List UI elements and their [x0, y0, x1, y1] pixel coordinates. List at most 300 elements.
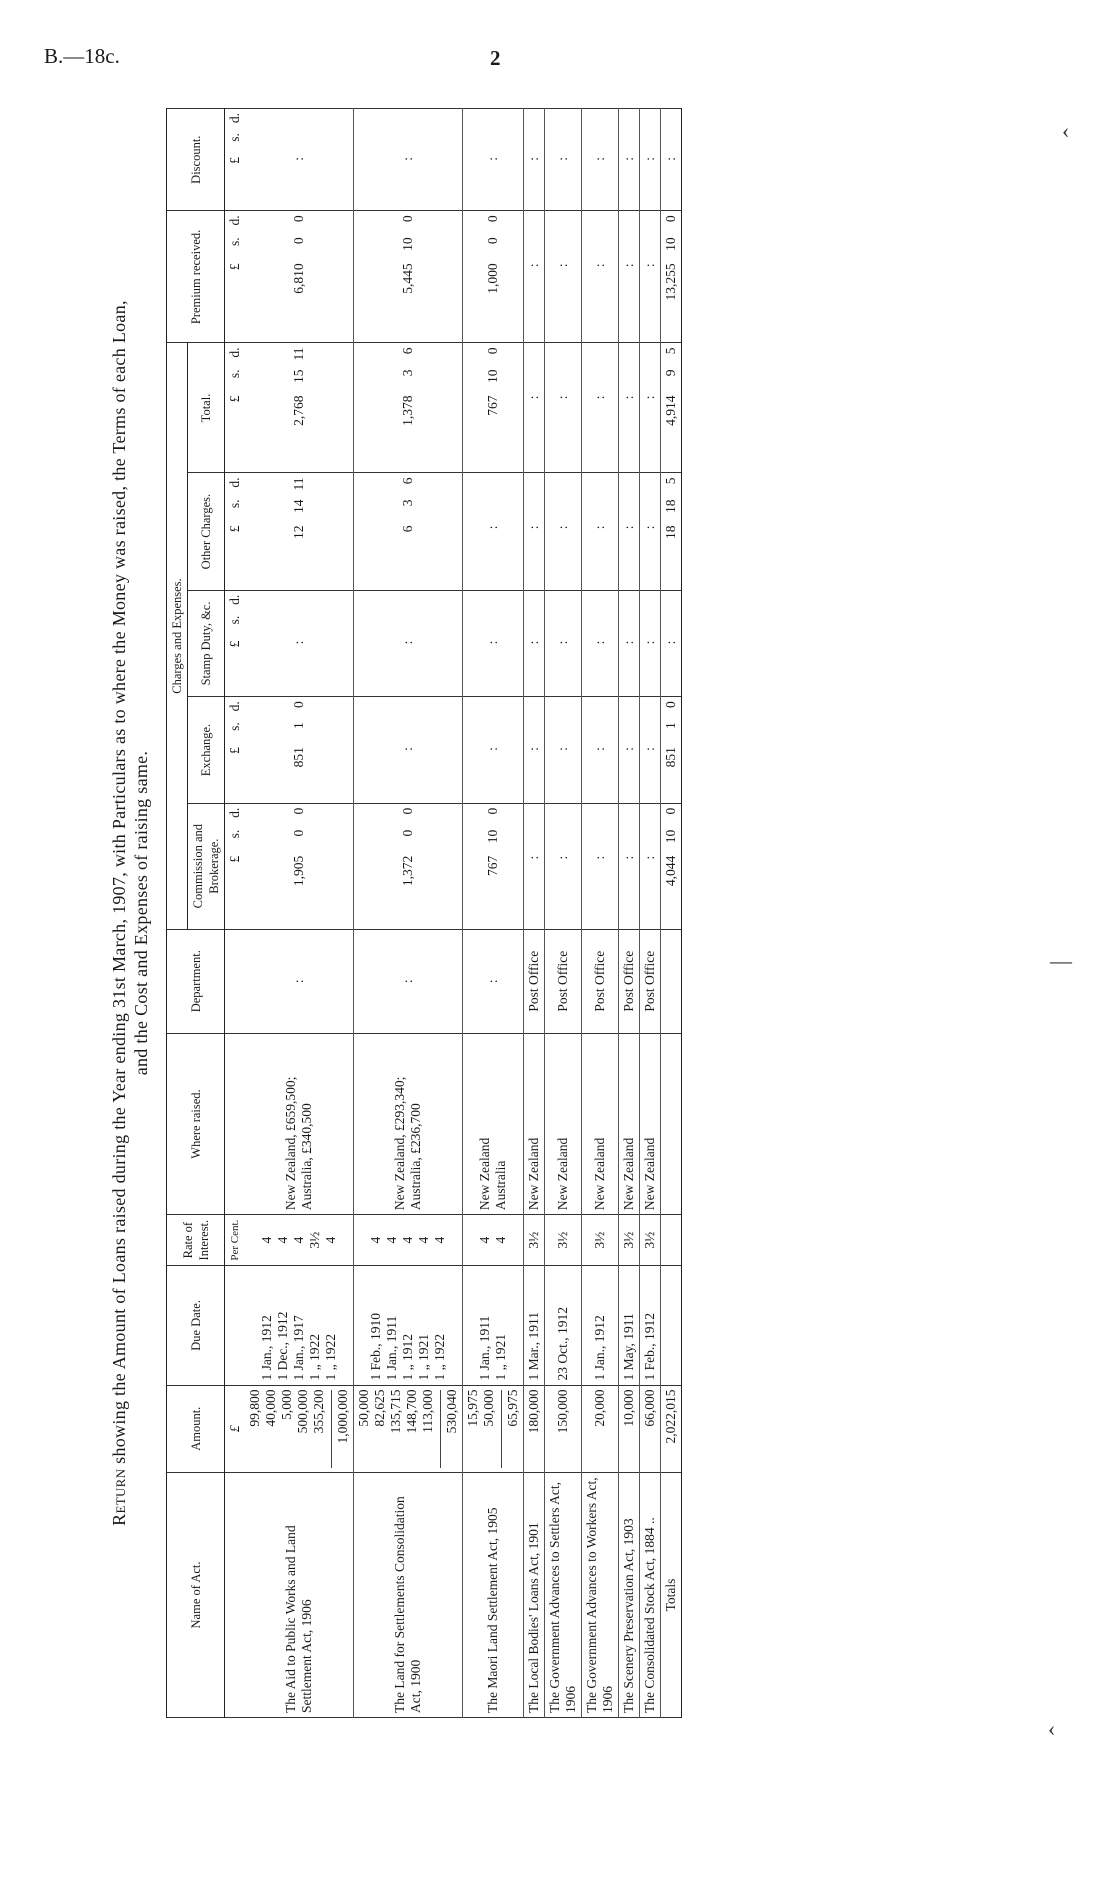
act-name: The Consolidated Stock Act, 1884 ..	[640, 1472, 661, 1717]
totals-commission-d: 0	[663, 807, 678, 815]
exchange-cell-s	[555, 722, 571, 747]
premium-cell-l: 1,000	[485, 263, 500, 294]
commission-cell-lsd	[621, 808, 637, 925]
unit-row	[225, 109, 246, 1718]
total-cell-s: 10	[485, 369, 500, 383]
due-date-cell-line: 1 May, 1911	[621, 1313, 636, 1381]
commission-cell-s	[526, 830, 542, 856]
other-cell-l: 12	[291, 525, 306, 539]
totals-other-s: 18	[663, 499, 678, 513]
col-amount: Amount.	[167, 1385, 225, 1472]
total-cell-d: 0	[485, 347, 500, 355]
amount-cell-line: 355,200	[311, 1389, 326, 1434]
exchange-cell-lsd	[485, 701, 501, 799]
table-row	[619, 109, 640, 1718]
rate-cell-line: 4	[259, 1236, 274, 1244]
other-cell-lsd	[485, 477, 501, 585]
premium-cell	[582, 211, 619, 343]
discount-cell-l: :	[592, 156, 607, 161]
amount-cell-line: 66,000	[642, 1389, 657, 1427]
page-number: 2	[490, 46, 501, 70]
total-cell-s: 3	[400, 369, 415, 377]
amount-cell	[640, 1385, 661, 1472]
stamp-cell-s	[291, 616, 307, 641]
col-name: Name of Act.	[167, 1472, 225, 1717]
stamp-cell-d	[592, 595, 608, 616]
premium-cell-d: 0	[400, 215, 415, 223]
total-cell-l: :	[621, 395, 636, 400]
due-date-cell-line: 1 Jan., 1917	[291, 1315, 306, 1381]
rate-cell-line: 4	[291, 1236, 306, 1244]
discount-cell-lsd	[291, 113, 307, 206]
totals-discount-lsd	[663, 113, 679, 206]
totals-row	[661, 109, 682, 1718]
discount-cell-s	[555, 133, 571, 157]
exchange-cell-lsd	[291, 701, 307, 799]
amount-subtotal: 530,040	[440, 1390, 460, 1468]
totals-blank	[661, 1033, 682, 1214]
lsd-unit-header-d: d.	[227, 807, 242, 818]
discount-cell-lsd	[642, 113, 658, 206]
stamp-cell-lsd	[642, 595, 658, 693]
rate-cell-line: 4	[493, 1236, 508, 1244]
due-date-cell-line: 1 Jan., 1912	[259, 1315, 274, 1381]
other-cell	[582, 473, 619, 590]
due-date-cell	[524, 1266, 545, 1385]
department-cell: Post Office	[524, 929, 545, 1033]
totals-premium-lsd	[663, 215, 679, 338]
discount-cell-d	[621, 113, 637, 133]
discount-cell	[354, 109, 463, 211]
rate-cell-line: 4	[323, 1236, 338, 1244]
amount-cell-line: 180,000	[526, 1389, 541, 1434]
total-cell-l: :	[642, 395, 657, 400]
totals-commission-lsd	[663, 808, 679, 925]
discount-cell-l: :	[400, 156, 415, 161]
stamp-cell-d	[291, 595, 307, 616]
amount-cell	[582, 1385, 619, 1472]
totals-amount: 2,022,015	[661, 1385, 682, 1472]
due-date-cell-line: 1 Dec., 1912	[275, 1311, 290, 1381]
totals-exchange-d: 0	[663, 701, 678, 708]
lsd-unit-header-l: £	[227, 395, 242, 403]
premium-cell-lsd	[291, 215, 307, 338]
premium-cell-s	[592, 237, 608, 263]
stamp-cell	[545, 590, 582, 697]
stamp-cell	[640, 590, 661, 697]
where-raised-cell: New Zealand	[619, 1033, 640, 1214]
other-cell-s	[642, 499, 658, 525]
rate-cell-line: 3½	[555, 1231, 570, 1249]
discount-cell	[463, 109, 524, 211]
rate-cell-line: 3½	[642, 1231, 657, 1249]
total-cell	[619, 343, 640, 473]
other-cell-lsd	[555, 477, 571, 585]
stamp-cell-d	[485, 595, 501, 616]
where-raised-cell: New Zealand Australia	[463, 1033, 524, 1214]
total-cell-s	[592, 370, 608, 396]
commission-cell-lsd	[400, 808, 416, 925]
totals-total-s: 9	[663, 369, 678, 377]
totals-other-d: 5	[663, 477, 678, 485]
discount-cell	[619, 109, 640, 211]
totals-label: Totals	[661, 1472, 682, 1717]
exchange-cell-d	[621, 701, 637, 722]
commission-cell-s	[555, 830, 571, 856]
due-date-cell-line: 1 Feb., 1910	[368, 1313, 383, 1381]
stamp-cell-l: :	[621, 640, 636, 645]
where-raised-cell: New Zealand	[545, 1033, 582, 1214]
amount-cell	[524, 1385, 545, 1472]
other-cell-s	[555, 499, 571, 525]
premium-cell-d: 0	[485, 215, 500, 223]
amount-unit: £	[225, 1385, 246, 1472]
totals-discount-l: :	[663, 156, 678, 161]
where-raised-cell: New Zealand	[524, 1033, 545, 1214]
premium-cell-lsd	[621, 215, 637, 338]
commission-cell-d: 0	[291, 807, 306, 815]
rate-unit: Per Cent.	[225, 1215, 246, 1266]
other-cell-lsd	[642, 477, 658, 585]
amount-cell-line: 82,625	[372, 1389, 387, 1427]
rate-cell-line: 3½	[307, 1231, 322, 1249]
commission-cell-s	[642, 830, 658, 856]
due-date-cell-line: 1 „ 1921	[416, 1334, 431, 1381]
other-cell-l: :	[555, 525, 570, 530]
other-cell-l: :	[621, 525, 636, 530]
table-row	[582, 109, 619, 1718]
exchange-cell	[582, 697, 619, 804]
col-charges: Charges and Expenses.	[167, 343, 188, 929]
total-cell	[524, 343, 545, 473]
due-date-cell	[619, 1266, 640, 1385]
other-cell-l: :	[592, 525, 607, 530]
totals-total-lsd	[663, 348, 679, 469]
amount-cell-line: 50,000	[356, 1389, 371, 1427]
premium-cell-l: :	[555, 263, 570, 268]
premium-cell-d	[526, 215, 542, 237]
other-cell-lsd	[400, 477, 416, 585]
commission-cell-l: :	[555, 855, 570, 860]
other-cell-lsd	[526, 477, 542, 585]
other-cell	[640, 473, 661, 590]
commission-cell	[619, 803, 640, 929]
totals-other	[661, 473, 682, 590]
stamp-cell	[619, 590, 640, 697]
stamp-cell-s	[621, 616, 637, 641]
exchange-cell-s	[621, 722, 637, 747]
other-cell-d: 6	[400, 477, 415, 485]
other-cell-s: 14	[291, 499, 306, 513]
stamp-cell-d	[526, 595, 542, 616]
where-raised-cell: New Zealand, £293,340; Australia, £236,700	[354, 1033, 463, 1214]
other-cell-l: 6	[400, 525, 415, 533]
exchange-cell-l: :	[485, 747, 500, 751]
due-date-cell-line: 1 Mar., 1911	[526, 1312, 541, 1381]
stamp-cell-s	[642, 616, 658, 641]
totals-blank	[661, 929, 682, 1033]
rate-cell	[619, 1215, 640, 1266]
unit-blank	[225, 929, 246, 1033]
amount-cell	[545, 1385, 582, 1472]
exchange-cell-l: :	[642, 747, 657, 751]
title-prefix: Return	[109, 1468, 129, 1526]
total-cell-lsd	[555, 348, 571, 469]
premium-cell-s: 0	[485, 237, 500, 245]
discount-cell-s	[291, 133, 307, 157]
other-cell-lsd	[621, 477, 637, 585]
col-total: Total.	[188, 343, 225, 473]
amount-cell	[619, 1385, 640, 1472]
stamp-cell-lsd	[485, 595, 501, 693]
other-cell-s	[526, 499, 542, 525]
commission-cell	[640, 803, 661, 929]
stamp-cell	[524, 590, 545, 697]
discount-cell-l: :	[291, 156, 306, 161]
stamp-cell-d	[400, 595, 416, 616]
lsd-unit-header	[225, 803, 246, 929]
total-cell	[354, 343, 463, 473]
premium-cell	[463, 211, 524, 343]
due-date-cell	[545, 1266, 582, 1385]
table-row	[463, 109, 524, 1718]
other-cell-s	[592, 499, 608, 525]
totals-premium-s: 10	[663, 237, 678, 251]
commission-cell-lsd	[291, 808, 307, 925]
lsd-unit-header-lsd	[227, 477, 243, 585]
other-cell-s	[485, 499, 501, 525]
lsd-unit-header-s: s.	[227, 237, 242, 247]
title-line-1: showing the Amount of Loans raised during the Year ending 31st March, 1907, with Particulars as to where the Money was raised, the Terms of each Loan,	[109, 300, 129, 1464]
premium-cell-lsd	[592, 215, 608, 338]
total-cell-lsd	[400, 348, 416, 469]
discount-cell	[524, 109, 545, 211]
due-date-cell-line: 1 Feb., 1912	[642, 1313, 657, 1381]
commission-cell-d	[642, 808, 658, 830]
commission-cell-s: 0	[291, 829, 306, 837]
premium-cell-l: 5,445	[400, 263, 415, 294]
other-cell-l: :	[526, 525, 541, 530]
exchange-cell-l: :	[555, 747, 570, 751]
unit-blank	[225, 1266, 246, 1385]
col-discount: Discount.	[167, 109, 225, 211]
total-cell	[245, 343, 354, 473]
rate-cell-line: 4	[384, 1236, 399, 1244]
other-cell	[619, 473, 640, 590]
col-commission: Commission and Brokerage.	[188, 803, 225, 929]
discount-cell-lsd	[526, 113, 542, 206]
discount-cell-s	[621, 133, 637, 157]
premium-cell-l: :	[592, 263, 607, 268]
amount-cell-line: 10,000	[621, 1389, 636, 1427]
totals-commission-l: 4,044	[663, 855, 678, 887]
total-cell-d: 6	[400, 347, 415, 355]
due-date-cell-line: 1 „ 1912	[400, 1334, 415, 1381]
other-cell	[354, 473, 463, 590]
exchange-cell-s	[400, 722, 416, 747]
due-date-cell-line: 1 „ 1922	[323, 1334, 338, 1381]
due-date-cell-line: 1 Jan., 1911	[477, 1315, 492, 1381]
exchange-cell	[245, 697, 354, 804]
department-cell: :	[354, 929, 463, 1033]
commission-cell-lsd	[642, 808, 658, 925]
rate-cell	[582, 1215, 619, 1266]
totals-blank	[661, 1266, 682, 1385]
total-cell-s: 15	[291, 369, 306, 383]
totals-stamp-l: :	[663, 640, 678, 645]
total-cell-l: :	[592, 395, 607, 400]
exchange-cell-lsd	[400, 701, 416, 799]
table-row	[640, 109, 661, 1718]
margin-tick-mark: ‹	[1062, 118, 1070, 143]
lsd-unit-header-d: d.	[227, 215, 242, 226]
totals-exchange-s: 1	[663, 722, 678, 730]
totals-commission	[661, 803, 682, 929]
totals-premium	[661, 211, 682, 343]
totals-stamp-d	[663, 595, 679, 616]
commission-cell-lsd	[526, 808, 542, 925]
commission-cell-l: 1,905	[291, 855, 306, 887]
premium-cell	[640, 211, 661, 343]
lsd-unit-header-s: s.	[227, 499, 242, 509]
commission-cell-s	[621, 830, 637, 856]
total-cell-d: 11	[291, 347, 306, 361]
department-cell: Post Office	[640, 929, 661, 1033]
commission-cell	[245, 803, 354, 929]
totals-other-l: 18	[663, 525, 678, 539]
commission-cell-l: :	[526, 855, 541, 860]
premium-cell-d	[621, 215, 637, 237]
unit-blank	[225, 1033, 246, 1214]
rotated-return-table	[108, 108, 888, 1718]
rate-cell-line: 3½	[621, 1231, 636, 1249]
premium-cell-s	[642, 237, 658, 263]
exchange-cell-s	[592, 722, 608, 747]
lsd-unit-header-l: £	[227, 747, 242, 754]
rate-cell-line: 4	[400, 1236, 415, 1244]
table-body	[225, 109, 682, 1718]
margin-tick-mark: —	[1050, 948, 1072, 973]
discount-cell	[545, 109, 582, 211]
commission-cell-d	[621, 808, 637, 830]
exchange-cell-d	[526, 701, 542, 722]
lsd-unit-header-d: d.	[227, 347, 242, 358]
document-title	[108, 108, 152, 1718]
col-rate: Rate of Interest.	[167, 1215, 225, 1266]
due-date-cell-line: 1 „ 1922	[307, 1334, 322, 1381]
rate-cell	[245, 1215, 354, 1266]
discount-cell-l: :	[555, 156, 570, 161]
commission-cell-l: :	[621, 855, 636, 860]
total-cell-lsd	[642, 348, 658, 469]
where-raised-cell: New Zealand	[640, 1033, 661, 1214]
stamp-cell-s	[592, 616, 608, 641]
premium-cell-lsd	[526, 215, 542, 338]
amount-cell-line: 500,000	[295, 1389, 310, 1434]
discount-cell-l: :	[526, 156, 541, 161]
total-cell-l: :	[555, 395, 570, 400]
due-date-cell-line: 23 Oct., 1912	[555, 1307, 570, 1381]
title-line-2: and the Cost and Expenses of raising same.	[131, 750, 151, 1076]
rate-cell	[463, 1215, 524, 1266]
discount-cell-lsd	[485, 113, 501, 206]
table-row	[545, 109, 582, 1718]
amount-cell	[245, 1385, 354, 1472]
exchange-cell-l: :	[526, 747, 541, 751]
total-cell-s	[526, 370, 542, 396]
discount-cell-l: :	[621, 156, 636, 161]
other-cell-d	[642, 477, 658, 499]
other-cell-d: 11	[291, 477, 306, 491]
rate-cell-line: 4	[368, 1236, 383, 1244]
stamp-cell	[582, 590, 619, 697]
exchange-cell-d	[555, 701, 571, 722]
amount-cell	[354, 1385, 463, 1472]
rate-cell-line: 4	[477, 1236, 492, 1244]
amount-subtotal: 65,975	[501, 1390, 521, 1468]
totals-blank	[661, 1215, 682, 1266]
other-cell-d	[621, 477, 637, 499]
lsd-unit-header-l: £	[227, 640, 242, 648]
exchange-cell	[545, 697, 582, 804]
total-cell-d	[642, 348, 658, 370]
discount-cell-lsd	[555, 113, 571, 206]
total-cell-l: :	[526, 395, 541, 400]
lsd-unit-header-l: £	[227, 525, 242, 533]
exchange-cell-lsd	[526, 701, 542, 799]
lsd-unit-header-lsd	[227, 595, 243, 693]
lsd-unit-header-s: s.	[227, 369, 242, 379]
total-cell-d	[592, 348, 608, 370]
commission-cell-lsd	[592, 808, 608, 925]
discount-cell-s	[592, 133, 608, 157]
amount-cell-line: 15,975	[465, 1389, 480, 1427]
other-cell	[245, 473, 354, 590]
lsd-unit-header-lsd	[227, 113, 243, 206]
stamp-cell	[354, 590, 463, 697]
premium-cell-l: :	[526, 263, 541, 268]
act-name: The Government Advances to Settlers Act, 1906	[545, 1472, 582, 1717]
rate-cell-line: 4	[432, 1236, 447, 1244]
department-cell: :	[463, 929, 524, 1033]
exchange-cell-d	[485, 701, 501, 722]
lsd-unit-header-d: d.	[227, 477, 242, 488]
lsd-unit-header-lsd	[227, 215, 243, 338]
totals-exchange	[661, 697, 682, 804]
lsd-unit-header-lsd	[227, 808, 243, 925]
rate-cell-line: 3½	[592, 1231, 607, 1249]
exchange-cell-lsd	[642, 701, 658, 799]
lsd-unit-header-d: d.	[227, 701, 242, 712]
lsd-unit-header	[225, 697, 246, 804]
total-cell-lsd	[592, 348, 608, 469]
commission-cell-d: 0	[400, 807, 415, 815]
due-date-cell	[354, 1266, 463, 1385]
discount-cell-s	[642, 133, 658, 157]
premium-cell	[545, 211, 582, 343]
col-where: Where raised.	[167, 1033, 225, 1214]
commission-cell-d	[526, 808, 542, 830]
act-name: The Maori Land Settlement Act, 1905	[463, 1472, 524, 1717]
rate-cell	[640, 1215, 661, 1266]
premium-cell-s	[555, 237, 571, 263]
total-cell-l: 1,378	[400, 395, 415, 426]
discount-cell-l: :	[642, 156, 657, 161]
premium-cell-s: 0	[291, 237, 306, 245]
rate-cell	[545, 1215, 582, 1266]
total-cell-d	[555, 348, 571, 370]
due-date-cell	[463, 1266, 524, 1385]
